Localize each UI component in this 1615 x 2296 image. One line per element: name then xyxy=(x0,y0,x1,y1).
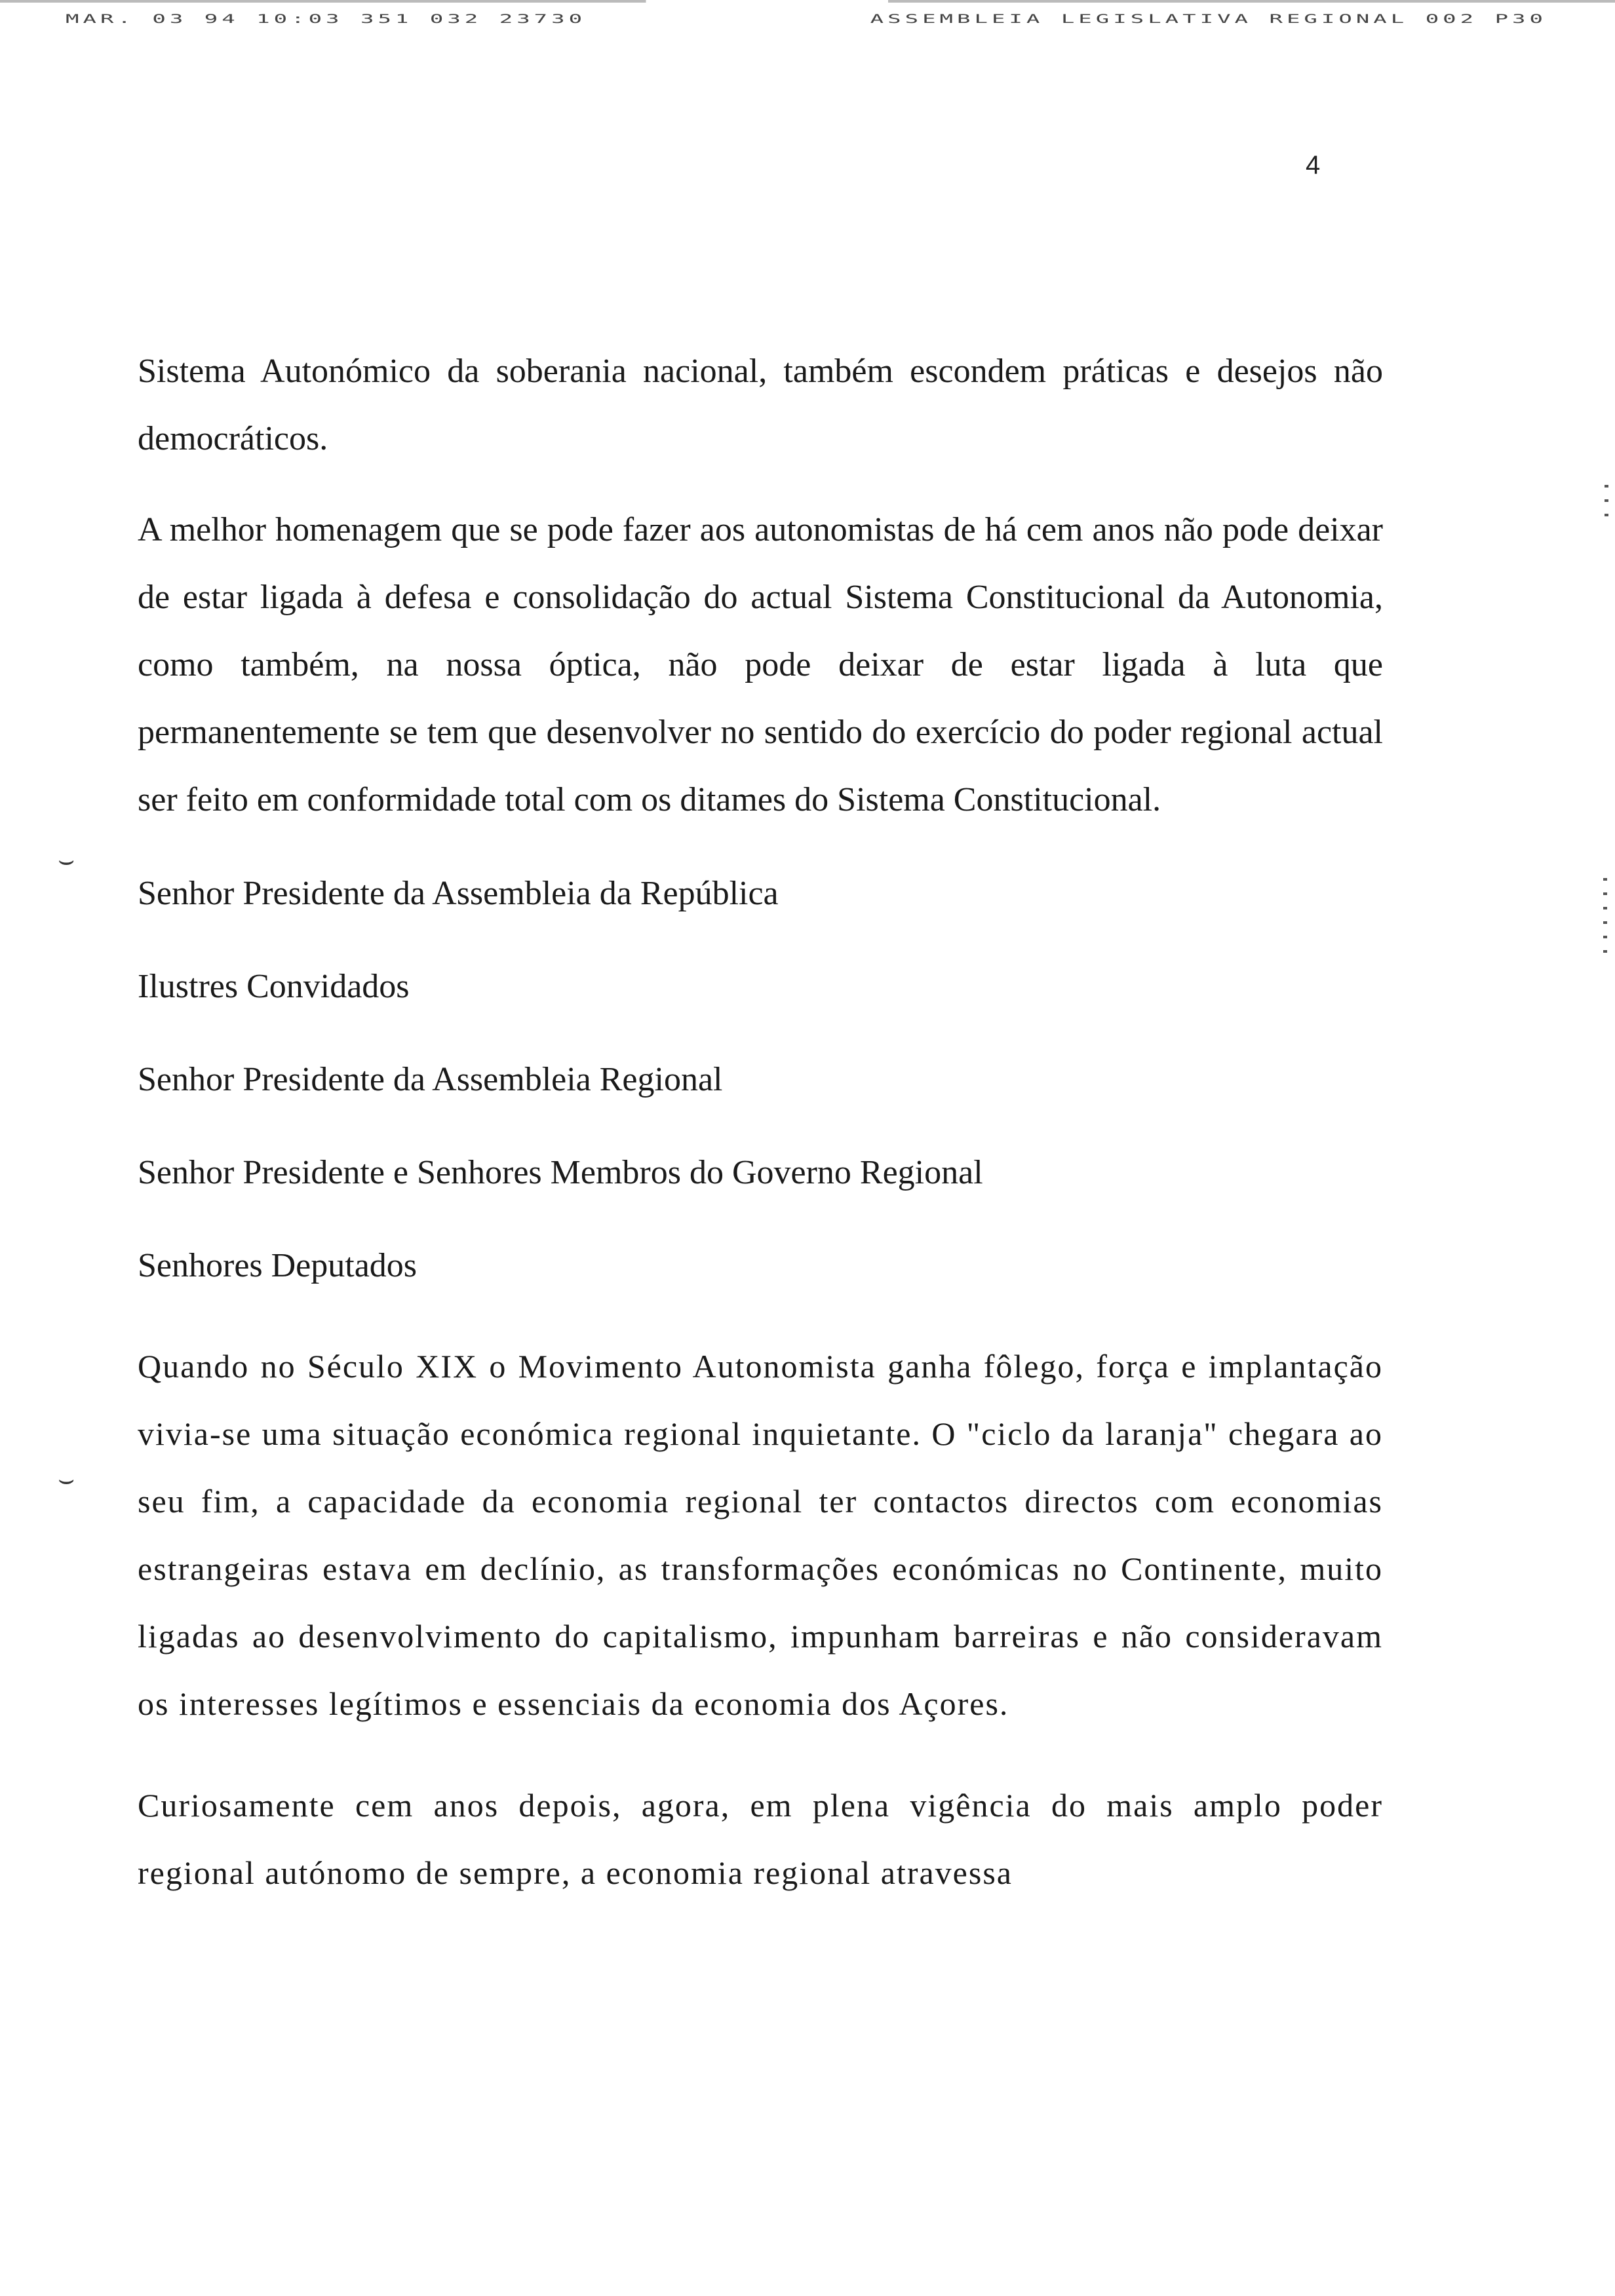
salutation-line: Senhores Deputados xyxy=(138,1247,418,1284)
scan-dots xyxy=(1605,485,1608,524)
scan-mark: ⌣ xyxy=(58,1464,75,1495)
document-body xyxy=(138,337,1383,1941)
page-number: 4 xyxy=(1306,151,1321,180)
scan-mark: ⌣ xyxy=(58,845,75,875)
salutation-line: Senhor Presidente e Senhores Membros do Governo Regional xyxy=(138,1154,983,1191)
fax-header xyxy=(66,12,1547,45)
paragraph-1: Sistema Autonómico da soberania nacional, também escondem práticas e desejos não democráticos. xyxy=(138,353,1383,457)
salutation-line: Senhor Presidente da Assembleia da República xyxy=(138,875,779,912)
fax-header-left: MAR. 03 94 10:03 351 032 23730 xyxy=(66,12,587,26)
paragraph-4: Curiosamente cem anos depois, agora, em plena vigência do mais amplo poder regional autónomo de sempre, a economia regional atravessa xyxy=(138,1787,1383,1891)
paragraph-2: A melhor homenagem que se pode fazer aos autonomistas de há cem anos não pode deixar de estar ligada à defesa e consolidação do actual Sistema Constitucional da Autonomia, como também, na nossa óptica, não pode deixar de estar ligada à luta que permanentemente se tem que desenvolver no sentido do exercício do poder regional actual ser feito em conformidade total com os ditames do Sistema Constitucional. xyxy=(138,511,1383,818)
scan-dots xyxy=(1603,878,1607,957)
fax-top-rule xyxy=(0,0,1615,3)
paragraph-3: Quando no Século XIX o Movimento Autonomista ganha fôlego, força e implantação vivia-se uma situação económica regional inquietante. O "ciclo da laranja" chegara ao seu fim, a capacidade da economia regional ter contactos directos com economias estrangeiras estava em declínio, as transformações económicas no Continente, muito ligadas ao desenvolvimento do capitalismo, impunham barreiras e não consideravam os interesses legítimos e essenciais da economia dos Açores. xyxy=(138,1348,1383,1722)
salutation-line: Ilustres Convidados xyxy=(138,968,410,1005)
salutation-line: Senhor Presidente da Assembleia Regional xyxy=(138,1061,723,1098)
fax-header-right: ASSEMBLEIA LEGISLATIVA REGIONAL 002 P30 xyxy=(870,12,1547,26)
